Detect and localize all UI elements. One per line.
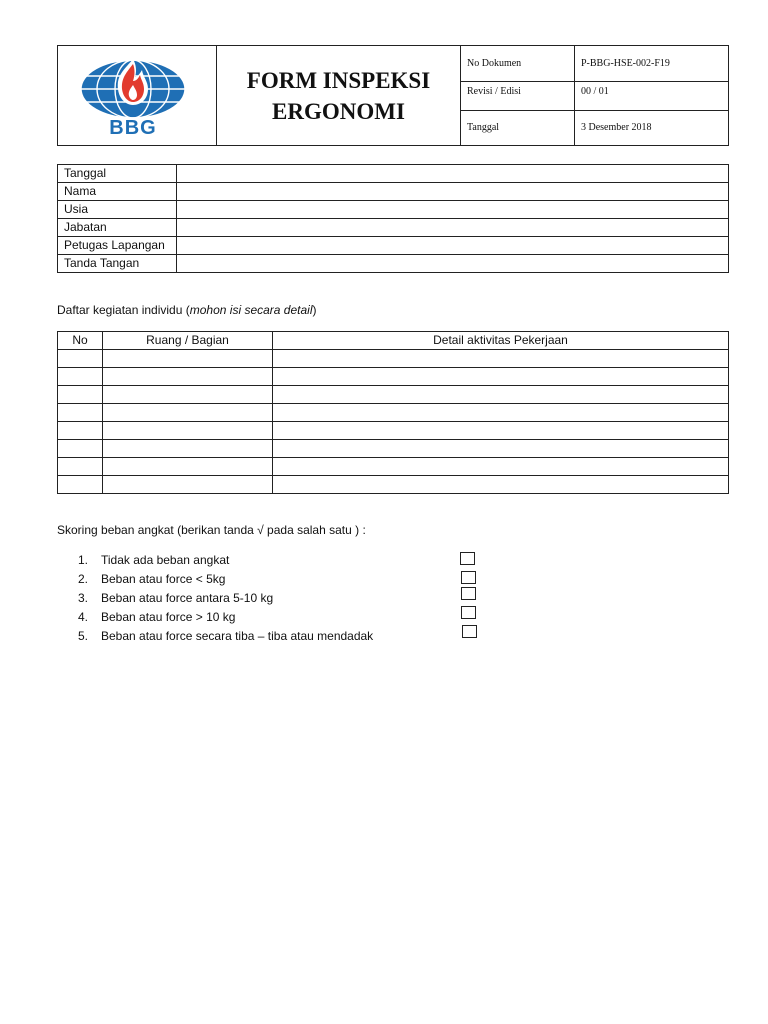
info-label-age: Usia [58, 201, 177, 219]
checkbox[interactable] [460, 552, 475, 565]
personal-info-table [57, 164, 729, 273]
info-row [58, 255, 729, 273]
info-field-signature[interactable] [177, 255, 729, 273]
cell-no[interactable] [58, 368, 103, 386]
cell-room[interactable] [103, 476, 273, 494]
table-row [58, 422, 729, 440]
checkbox[interactable] [461, 571, 476, 584]
cell-room[interactable] [103, 368, 273, 386]
form-title-line1: FORM INSPEKSI [246, 67, 431, 93]
cell-room[interactable] [103, 422, 273, 440]
table-row [58, 458, 729, 476]
info-field-date[interactable] [177, 165, 729, 183]
item-number: 2. [78, 572, 89, 586]
meta-value-date: 3 Desember 2018 [575, 110, 729, 146]
checkbox[interactable] [462, 625, 477, 638]
caption-prefix: Daftar kegiatan individu ( [57, 303, 190, 317]
checkbox[interactable] [461, 587, 476, 600]
bbg-logo [80, 55, 186, 137]
cell-room[interactable] [103, 458, 273, 476]
column-header-detail: Detail aktivitas Pekerjaan [273, 332, 729, 350]
table-row [58, 350, 729, 368]
logo-cell [58, 46, 217, 146]
item-label: Beban atau force > 10 kg [101, 610, 236, 624]
cell-no[interactable] [58, 350, 103, 368]
activities-caption [57, 303, 316, 317]
cell-detail[interactable] [273, 386, 729, 404]
cell-detail[interactable] [273, 422, 729, 440]
item-label: Beban atau force < 5kg [101, 572, 226, 586]
meta-label-revision: Revisi / Edisi [461, 81, 575, 110]
cell-detail[interactable] [273, 458, 729, 476]
info-label-signature: Tanda Tangan [58, 255, 177, 273]
meta-label-date: Tanggal [461, 110, 575, 146]
table-row [58, 368, 729, 386]
column-header-no: No [58, 332, 103, 350]
cell-no[interactable] [58, 422, 103, 440]
table-row [58, 440, 729, 458]
info-label-date: Tanggal [58, 165, 177, 183]
table-row [58, 476, 729, 494]
item-label: Tidak ada beban angkat [101, 553, 230, 567]
list-item [78, 609, 478, 628]
form-title [217, 46, 461, 146]
column-header-room: Ruang / Bagian [103, 332, 273, 350]
scoring-list [78, 552, 478, 647]
cell-detail[interactable] [273, 368, 729, 386]
cell-no[interactable] [58, 386, 103, 404]
table-row [58, 386, 729, 404]
list-item [78, 571, 478, 590]
table-row [58, 404, 729, 422]
item-number: 3. [78, 591, 89, 605]
cell-detail[interactable] [273, 476, 729, 494]
meta-value-doc-number: P-BBG-HSE-002-F19 [575, 46, 729, 82]
info-row [58, 183, 729, 201]
info-label-position: Jabatan [58, 219, 177, 237]
item-label: Beban atau force secara tiba – tiba atau mendadak [101, 629, 374, 643]
info-label-field-officer: Petugas Lapangan [58, 237, 177, 255]
list-item [78, 552, 478, 571]
scoring-title: Skoring beban angkat (berikan tanda √ pada salah satu ) : [57, 523, 366, 537]
form-title-line2: ERGONOMI [272, 98, 405, 124]
item-number: 5. [78, 629, 89, 643]
cell-room[interactable] [103, 404, 273, 422]
cell-detail[interactable] [273, 350, 729, 368]
info-row [58, 201, 729, 219]
cell-room[interactable] [103, 386, 273, 404]
caption-italic: mohon isi secara detail [189, 303, 313, 317]
cell-no[interactable] [58, 404, 103, 422]
info-row [58, 165, 729, 183]
info-field-age[interactable] [177, 201, 729, 219]
info-label-name: Nama [58, 183, 177, 201]
list-item [78, 590, 478, 609]
meta-value-revision: 00 / 01 [575, 81, 729, 110]
cell-room[interactable] [103, 440, 273, 458]
caption-suffix: ) [312, 303, 317, 317]
table-header-row [58, 332, 729, 350]
info-field-position[interactable] [177, 219, 729, 237]
info-row [58, 219, 729, 237]
item-label: Beban atau force antara 5-10 kg [101, 591, 274, 605]
info-row [58, 237, 729, 255]
document-header [57, 45, 729, 146]
cell-no[interactable] [58, 476, 103, 494]
checkbox[interactable] [461, 606, 476, 619]
activities-table [57, 331, 729, 494]
cell-detail[interactable] [273, 440, 729, 458]
list-item [78, 628, 478, 647]
cell-no[interactable] [58, 458, 103, 476]
info-field-name[interactable] [177, 183, 729, 201]
info-field-field-officer[interactable] [177, 237, 729, 255]
cell-no[interactable] [58, 440, 103, 458]
cell-detail[interactable] [273, 404, 729, 422]
cell-room[interactable] [103, 350, 273, 368]
item-number: 1. [78, 553, 89, 567]
meta-label-doc-number: No Dokumen [461, 46, 575, 82]
logo-text: BBG [109, 116, 157, 139]
item-number: 4. [78, 610, 89, 624]
